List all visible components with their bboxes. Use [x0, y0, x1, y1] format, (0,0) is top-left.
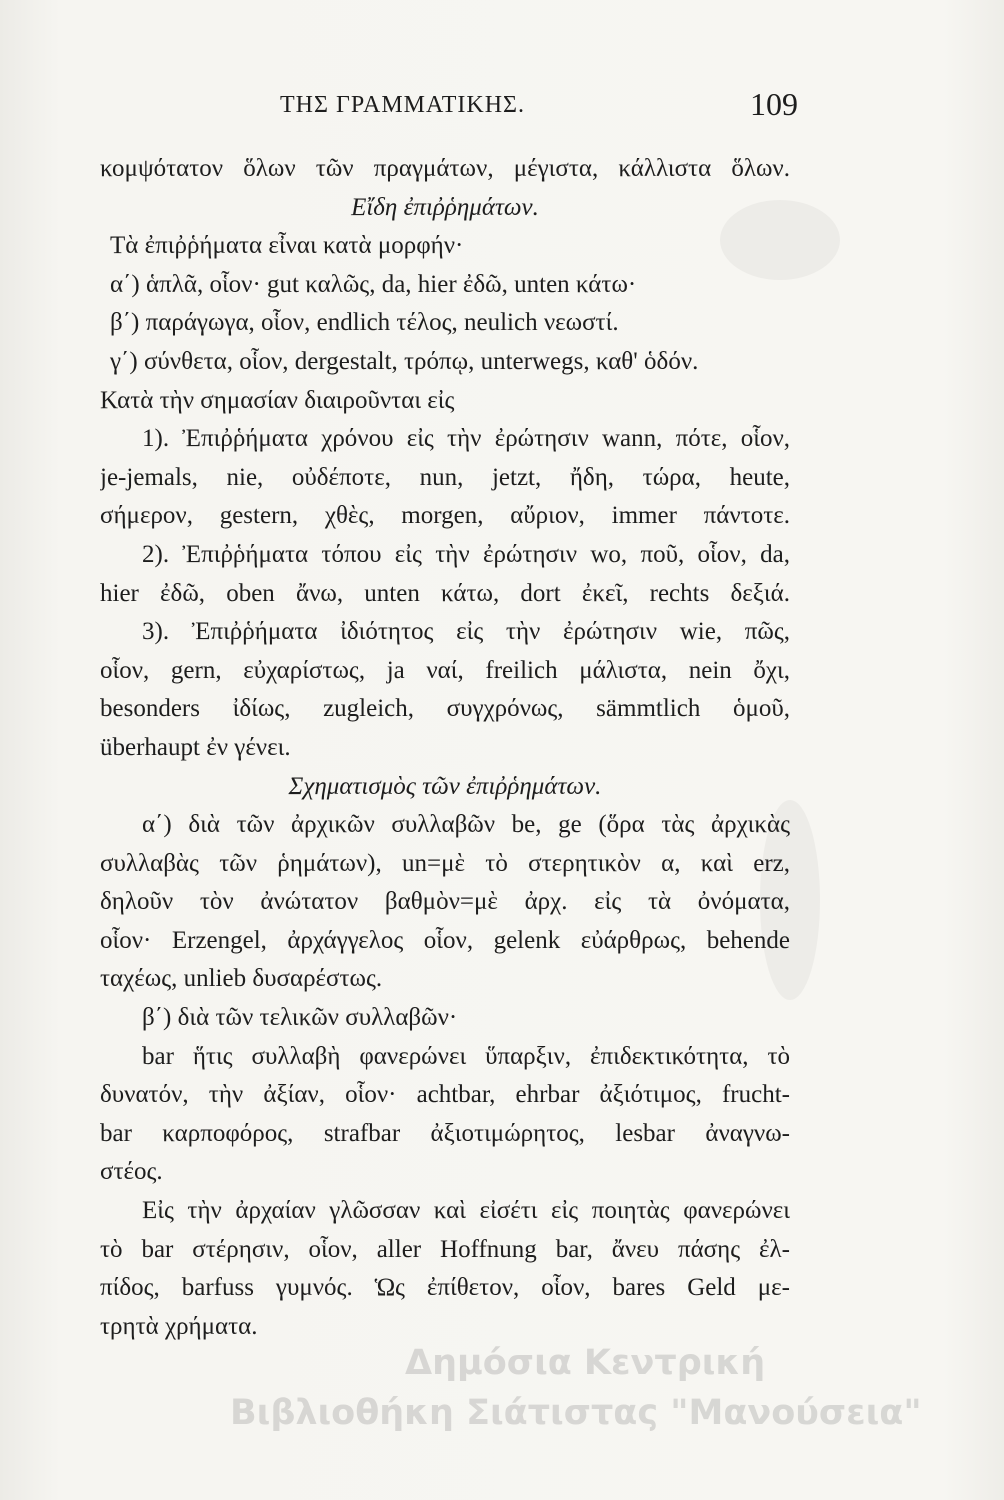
- text-line: Τὰ ἐπιῤῥήματα εἶναι κατὰ μορφήν·: [110, 232, 464, 260]
- text-line: τὸ bar στέρησιν, οἷον, aller Hoffnung bar, ἄνευ πάσης ἐλ-: [100, 1235, 790, 1263]
- text-line: β΄) διὰ τῶν τελικῶν συλλαβῶν·: [142, 1004, 458, 1032]
- page-header: [100, 86, 800, 132]
- section-heading: Εἴδη ἐπιῤῥημάτων.: [351, 193, 539, 221]
- watermark-line: Βιβλιοθήκη Σιάτιστας "Μανούσεια": [230, 1393, 922, 1433]
- text-line: οἷον· Erzengel, ἀρχάγγελος οἷον, gelenk εὐάρθρως, behende: [100, 926, 790, 954]
- page-number: 109: [750, 86, 798, 122]
- text-line: 1). Ἐπιῤῥήματα χρόνου εἰς τὴν ἐρώτησιν wann, πότε, οἷον,: [142, 425, 790, 453]
- text-line: Κατὰ τὴν σημασίαν διαιροῦνται εἰς: [100, 386, 455, 414]
- text-line: bar καρποφόρος, strafbar ἀξιοτιμώρητος, lesbar ἀναγνω-: [100, 1119, 790, 1147]
- text-line: ταχέως, unlieb δυσαρέστως.: [100, 965, 383, 993]
- section-heading: Σχηματισμὸς τῶν ἐπιῤῥημάτων.: [288, 772, 602, 800]
- text-line: συλλαβὰς τῶν ῥημάτων), un=μὲ τὸ στερητικὸν α, καὶ erz,: [100, 849, 790, 877]
- watermark-line: Δημόσια Κεντρική: [405, 1343, 766, 1383]
- text-line: γ΄) σύνθετα, οἷον, dergestalt, τρόπῳ, unterwegs, καθ' ὁδόν.: [110, 347, 699, 375]
- text-line: β΄) παράγωγα, οἷον, endlich τέλος, neulich νεωστί.: [110, 309, 619, 337]
- text-line: besonders ἰδίως, zugleich, συγχρόνως, sämmtlich ὁμοῦ,: [100, 695, 790, 723]
- text-line: überhaupt ἐν γένει.: [100, 733, 291, 761]
- text-line: α΄) διὰ τῶν ἀρχικῶν συλλαβῶν be, ge (ὅρα τὰς ἀρχικὰς: [142, 811, 790, 839]
- text-line: στέος.: [100, 1158, 163, 1186]
- text-line: α΄) ἁπλᾶ, οἷον· gut καλῶς, da, hier ἐδῶ, unten κάτω·: [110, 270, 637, 298]
- text-line: Εἰς τὴν ἀρχαίαν γλῶσσαν καὶ εἰσέτι εἰς ποιητὰς φανερώνει: [142, 1197, 790, 1225]
- text-line: πίδος, barfuss γυμνός. Ὡς ἐπίθετον, οἷον, bares Geld με-: [100, 1274, 790, 1302]
- text-line: δηλοῦν τὸν ἀνώτατον βαθμὸν=μὲ ἀρχ. εἰς τὰ ὀνόματα,: [100, 888, 790, 916]
- text-line: σήμερον, gestern, χθὲς, morgen, αὔριον, immer πάντοτε.: [100, 502, 790, 530]
- text-line: je-jemals, nie, οὐδέποτε, nun, jetzt, ἤδη, τώρα, heute,: [100, 463, 790, 491]
- text-line: 3). Ἐπιῤῥήματα ἰδιότητος εἰς τὴν ἐρώτησιν wie, πῶς,: [142, 618, 790, 646]
- text-line: bar ἥτις συλλαβὴ φανερώνει ὕπαρξιν, ἐπιδεκτικότητα, τὸ: [142, 1042, 790, 1070]
- text-line: 2). Ἐπιῤῥήματα τόπου εἰς τὴν ἐρώτησιν wo, ποῦ, οἷον, da,: [142, 540, 790, 568]
- library-watermark: [230, 1338, 990, 1438]
- running-title: ΤΗΣ ΓΡΑΜΜΑΤΙΚΗΣ.: [280, 92, 525, 118]
- text-line: τρητὰ χρήματα.: [100, 1312, 258, 1340]
- text-line: οἷον, gern, εὐχαρίστως, ja ναί, freilich μάλιστα, nein ὄχι,: [100, 656, 790, 684]
- body-text: [100, 150, 790, 1346]
- text-line: δυνατόν, τὴν ἀξίαν, οἷον· achtbar, ehrbar ἀξιότιμος, frucht-: [100, 1081, 790, 1109]
- text-line: hier ἐδῶ, oben ἄνω, unten κάτω, dort ἐκεῖ, rechts δεξιά.: [100, 579, 790, 607]
- text-line: κομψότατον ὅλων τῶν πραγμάτων, μέγιστα, κάλλιστα ὅλων.: [100, 155, 790, 182]
